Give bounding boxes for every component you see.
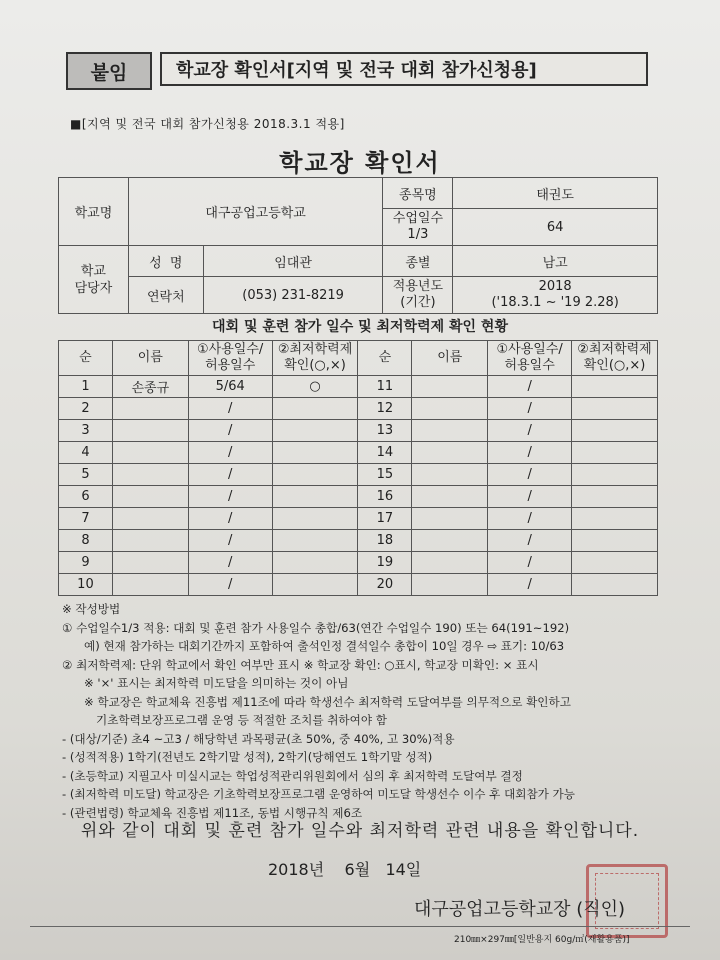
cell-days: / [488, 574, 572, 596]
cell-check [572, 574, 658, 596]
name-label: 성 명 [128, 246, 203, 277]
sport-label: 종목명 [383, 178, 453, 209]
cell-no: 3 [59, 420, 113, 442]
cell-days: / [188, 398, 272, 420]
instruction-line: - (관련법령) 학교체육 진흥법 제11조, 동법 시행규칙 제6조 [62, 805, 363, 820]
gender-value: 남고 [453, 246, 658, 277]
issue-date [268, 857, 421, 880]
school-label: 학교명 [59, 178, 129, 246]
instruction-line: 기초학력보장프로그램 운영 등 적절한 조치를 취하여야 함 [96, 713, 387, 727]
column-header: ②최저학력제 확인(○,×) [572, 341, 658, 376]
cell-check [272, 442, 358, 464]
cell-check [272, 552, 358, 574]
cell-name [412, 442, 488, 464]
column-header: ②최저학력제 확인(○,×) [272, 341, 358, 376]
cell-name [412, 508, 488, 530]
cell-check [272, 398, 358, 420]
cell-name [112, 530, 188, 552]
instruction-line: - (초등학교) 지필고사 미실시교는 학업성적관리위원회에서 심의 후 최저학력 도달여부 결정 [62, 768, 523, 783]
instruction-line: ① 수업일수1/3 적용: 대회 및 훈련 참가 사용일수 총합/63(연간 수업일수 190) 또는 64(191~192) [62, 620, 570, 635]
cell-no: 18 [358, 530, 412, 552]
instructions-title: ※ 작성방법 [62, 602, 121, 616]
cell-no: 2 [59, 398, 113, 420]
cell-days: 5/64 [188, 376, 272, 398]
contact-value: (053) 231-8219 [203, 277, 383, 314]
cell-check [572, 552, 658, 574]
cell-days: / [488, 398, 572, 420]
participation-table [58, 340, 658, 596]
cell-days: / [488, 376, 572, 398]
contact-label: 연락처 [128, 277, 203, 314]
column-header: ①사용일수/ 허용일수 [188, 341, 272, 376]
cell-name [112, 442, 188, 464]
confirmation-statement: 위와 같이 대회 및 훈련 참가 일수와 최저학력 관련 내용을 확인합니다. [80, 821, 640, 841]
cell-no: 9 [59, 552, 113, 574]
paper-spec: 210㎜×297㎜[일반용지 60g/㎡(재활용품)] [454, 935, 630, 945]
cell-check [572, 376, 658, 398]
signer: 대구공업고등학교장 (직인) [414, 899, 626, 920]
period-value: ('18.3.1 ~ '19 2.28) [491, 295, 619, 310]
cell-days: / [188, 442, 272, 464]
cell-check [572, 486, 658, 508]
cell-days: / [188, 574, 272, 596]
school-value: 대구공업고등학교 [128, 178, 383, 246]
cell-name [412, 420, 488, 442]
gender-label: 종별 [383, 246, 453, 277]
cell-days: / [188, 552, 272, 574]
cell-check [272, 508, 358, 530]
column-header: 이름 [412, 341, 488, 376]
table-row [59, 442, 658, 464]
cell-name [412, 552, 488, 574]
cell-days: / [488, 508, 572, 530]
cell-check [272, 530, 358, 552]
cell-no: 12 [358, 398, 412, 420]
cell-no: 7 [59, 508, 113, 530]
attachment-label: 붙임 [66, 52, 152, 90]
cell-no: 6 [59, 486, 113, 508]
table-row [59, 376, 658, 398]
cell-no: 19 [358, 552, 412, 574]
cell-check [272, 574, 358, 596]
table-row [59, 420, 658, 442]
cell-no: 14 [358, 442, 412, 464]
cell-check [272, 464, 358, 486]
cell-days: / [188, 464, 272, 486]
days-value: 64 [453, 209, 658, 246]
cell-name [412, 376, 488, 398]
document-title: 학교장 확인서 [279, 149, 441, 177]
cell-no: 15 [358, 464, 412, 486]
cell-name [412, 574, 488, 596]
date-day: 14일 [385, 860, 422, 879]
cell-check [572, 508, 658, 530]
header-title: 학교장 확인서[지역 및 전국 대회 참가신청용] [160, 52, 648, 86]
table-row [59, 464, 658, 486]
cell-no: 10 [59, 574, 113, 596]
cell-days: / [488, 420, 572, 442]
cell-no: 16 [358, 486, 412, 508]
cell-name [412, 464, 488, 486]
cell-days: / [488, 464, 572, 486]
table-row [59, 398, 658, 420]
date-month: 6월 [344, 860, 371, 879]
cell-check: ○ [272, 376, 358, 398]
date-year: 2018년 [268, 860, 325, 879]
cell-check [572, 398, 658, 420]
cell-check [272, 420, 358, 442]
cell-no: 8 [59, 530, 113, 552]
cell-name [112, 486, 188, 508]
table-row [59, 486, 658, 508]
days-label: 수업일수 1/3 [383, 209, 453, 246]
instruction-line: - (대상/기준) 초4 ~고3 / 해당학년 과목평균(초 50%, 중 40%, 고 30%)적용 [62, 731, 455, 746]
cell-check [272, 486, 358, 508]
year-cell [453, 277, 658, 314]
cell-name [412, 530, 488, 552]
cell-no: 1 [59, 376, 113, 398]
column-header: 순 [358, 341, 412, 376]
cell-no: 17 [358, 508, 412, 530]
column-header: ①사용일수/ 허용일수 [488, 341, 572, 376]
year-value: 2018 [538, 279, 572, 294]
cell-name [412, 398, 488, 420]
cell-name [112, 398, 188, 420]
cell-no: 20 [358, 574, 412, 596]
column-header: 순 [59, 341, 113, 376]
sub-note: ■[지역 및 전국 대회 참가신청용 2018.3.1 적용] [70, 117, 345, 131]
instruction-line: ※ '×' 표시는 최저학력 미도달을 의미하는 것이 아님 [84, 676, 349, 690]
staff-label: 학교 담당자 [59, 246, 129, 314]
cell-name [112, 508, 188, 530]
name-value: 임대관 [203, 246, 383, 277]
instruction-line: - (성적적용) 1학기(전년도 2학기말 성적), 2학기(당해연도 1학기말 성적) [62, 750, 433, 764]
table-row [59, 530, 658, 552]
document-header [66, 52, 648, 92]
cell-no: 5 [59, 464, 113, 486]
cell-days: / [188, 420, 272, 442]
cell-days: / [488, 442, 572, 464]
instruction-line: 예) 현재 참가하는 대회기간까지 포함하여 출석인정 결석일수 총합이 10일 경우 ⇨ 표기: 10/63 [84, 639, 565, 653]
cell-name [112, 552, 188, 574]
cell-name [112, 420, 188, 442]
cell-days: / [188, 530, 272, 552]
cell-check [572, 442, 658, 464]
cell-no: 11 [358, 376, 412, 398]
cell-check [572, 420, 658, 442]
instruction-line: ※ 학교장은 학교체육 진흥법 제11조에 따라 학생선수 최저학력 도달여부를 의무적으로 확인하고 [84, 694, 571, 709]
footer-divider [30, 926, 690, 927]
cell-days: / [488, 552, 572, 574]
cell-name [112, 464, 188, 486]
cell-name: 손종규 [112, 376, 188, 398]
cell-check [572, 464, 658, 486]
cell-name [112, 574, 188, 596]
cell-no: 4 [59, 442, 113, 464]
cell-no: 13 [358, 420, 412, 442]
instruction-line: ② 최저학력제: 단위 학교에서 확인 여부만 표시 ※ 학교장 확인: ○표시, 학교장 미확인: × 표시 [62, 657, 539, 672]
year-label: 적용년도 (기간) [383, 277, 453, 314]
table-row [59, 552, 658, 574]
cell-days: / [188, 508, 272, 530]
table-row [59, 574, 658, 596]
cell-days: / [188, 486, 272, 508]
cell-name [412, 486, 488, 508]
section-title: 대회 및 훈련 참가 일수 및 최저학력제 확인 현황 [212, 319, 508, 335]
cell-days: / [488, 530, 572, 552]
column-header: 이름 [112, 341, 188, 376]
instructions [62, 600, 702, 822]
instruction-line: - (최저학력 미도달) 학교장은 기초학력보장프로그램 운영하여 미도달 학생선수 이수 후 대회참가 가능 [62, 787, 575, 801]
cell-days: / [488, 486, 572, 508]
cell-check [572, 530, 658, 552]
table-row [59, 508, 658, 530]
sport-value: 태권도 [453, 178, 658, 209]
info-table [58, 177, 658, 314]
